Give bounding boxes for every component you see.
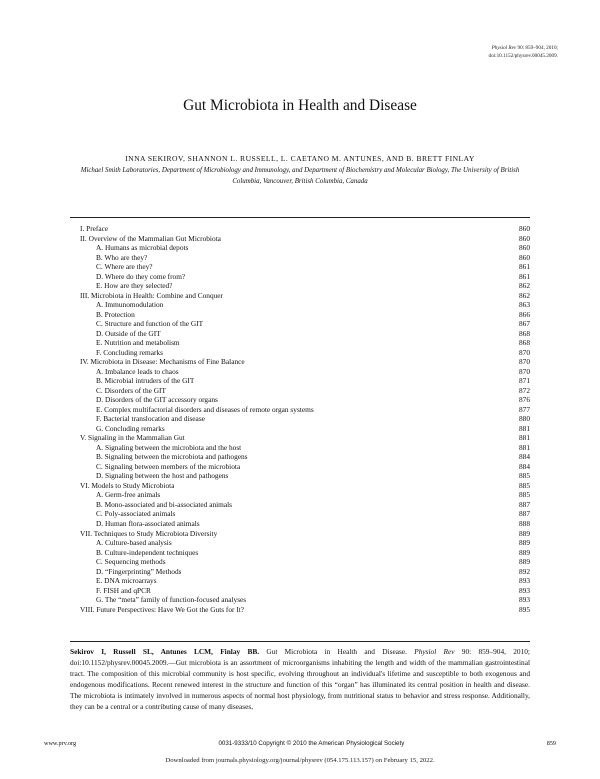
toc-entry-title: Signaling between the microbiota and pathogens	[104, 452, 248, 462]
toc-entry[interactable]	[70, 576, 530, 586]
toc-entry-label	[96, 452, 248, 462]
toc-entry-page: 868	[518, 328, 530, 338]
toc-entry-number: IV.	[80, 357, 89, 367]
toc-entry-label	[96, 509, 175, 519]
toc-entry-title: Humans as microbial depots	[104, 243, 189, 253]
citation-authors: Sekirov I, Russell SL, Antunes LCM, Finlay BB.	[70, 647, 260, 656]
toc-entry-title: Microbiota in Disease: Mechanisms of Fine Balance	[90, 357, 245, 367]
toc-entry-label	[96, 424, 165, 434]
toc-entry-label	[96, 281, 172, 291]
toc-entry[interactable]	[70, 310, 530, 320]
toc-entry-number: C.	[96, 262, 103, 272]
toc-entry-number: A.	[96, 490, 104, 500]
toc-entry-label	[96, 348, 163, 358]
toc-entry-page: 860	[518, 233, 530, 243]
toc-entry-page: 889	[518, 538, 530, 548]
toc-entry-label	[96, 338, 180, 348]
toc-entry-page: 871	[518, 376, 530, 386]
journal-doi: doi:10.1152/physrev.00045.2009.	[488, 52, 558, 59]
toc-entry[interactable]	[70, 481, 530, 491]
toc-entry[interactable]	[70, 357, 530, 367]
toc-entry-title: Techniques to Study Microbiota Diversity	[93, 528, 218, 538]
toc-entry-number: E.	[96, 576, 103, 586]
toc-entry-label	[80, 481, 174, 491]
toc-entry[interactable]	[70, 567, 530, 577]
toc-entry-title: Concluding remarks	[103, 347, 163, 357]
toc-entry-label	[96, 272, 185, 282]
toc-entry[interactable]	[70, 605, 530, 615]
toc-entry-page: 861	[518, 271, 530, 281]
toc-entry-title: Germ-free animals	[104, 490, 161, 500]
citation-title: Gut Microbiota in Health and Disease.	[259, 647, 415, 656]
toc-entry-page: 872	[518, 385, 530, 395]
toc-entry-title: The “meta” family of function-focused analyses	[104, 595, 247, 605]
toc-entry-page: 870	[518, 357, 530, 367]
toc-entry[interactable]	[70, 291, 530, 301]
table-of-contents	[70, 224, 530, 614]
toc-entry-number: G.	[96, 595, 104, 605]
toc-entry-number: F.	[96, 585, 102, 595]
toc-entry[interactable]	[70, 538, 530, 548]
toc-entry-number: A.	[96, 366, 104, 376]
toc-entry-number: G.	[96, 423, 104, 433]
toc-entry-title: Where do they come from?	[104, 271, 186, 281]
toc-entry-label	[96, 300, 163, 310]
toc-entry-label	[96, 557, 166, 567]
page-number: 859	[546, 740, 556, 747]
toc-entry[interactable]	[70, 300, 530, 310]
toc-entry[interactable]	[70, 548, 530, 558]
toc-entry-title: Structure and function of the GIT	[104, 319, 204, 329]
toc-entry-number: I.	[80, 224, 85, 233]
toc-entry-number: A.	[96, 243, 104, 253]
toc-entry-label	[96, 471, 228, 481]
toc-entry[interactable]	[70, 509, 530, 519]
toc-entry-title: Mono-associated and bi-associated animals	[104, 499, 233, 509]
toc-entry-page: 893	[518, 576, 530, 586]
toc-entry-title: Culture-independent techniques	[104, 547, 199, 557]
toc-entry-label	[96, 443, 241, 453]
toc-entry-page: 863	[518, 300, 530, 310]
page-footer	[44, 740, 556, 747]
toc-entry-page: 884	[518, 461, 530, 471]
toc-entry-title: Protection	[104, 309, 135, 319]
toc-entry-label	[96, 519, 200, 529]
toc-entry-number: E.	[96, 404, 103, 414]
toc-entry[interactable]	[70, 529, 530, 539]
toc-entry-label	[96, 253, 147, 263]
toc-entry-page: 860	[518, 243, 530, 253]
toc-entry-title: Preface	[86, 224, 109, 233]
toc-entry-title: How are they selected?	[104, 281, 173, 291]
toc-entry-number: D.	[96, 566, 104, 576]
toc-entry-label	[96, 595, 246, 605]
toc-entry-label	[96, 490, 160, 500]
toc-entry-title: Immunomodulation	[104, 300, 164, 310]
toc-entry-number: A.	[96, 538, 104, 548]
toc-entry[interactable]	[70, 500, 530, 510]
toc-entry-number: A.	[96, 442, 104, 452]
toc-entry-page: 881	[518, 423, 530, 433]
toc-entry-page: 867	[518, 319, 530, 329]
toc-entry-number: B.	[96, 376, 103, 386]
toc-entry-number: III.	[80, 290, 90, 300]
toc-entry-number: B.	[96, 452, 103, 462]
toc-entry-number: E.	[96, 281, 103, 291]
toc-entry-page: 862	[518, 290, 530, 300]
toc-entry[interactable]	[70, 433, 530, 443]
toc-entry-page: 866	[518, 309, 530, 319]
toc-entry-title: Signaling between the microbiota and the host	[104, 442, 242, 452]
toc-entry-label	[96, 586, 151, 596]
toc-entry-label	[96, 414, 205, 424]
toc-entry-page: 877	[518, 404, 530, 414]
toc-entry-label	[96, 243, 188, 253]
toc-entry[interactable]	[70, 234, 530, 244]
toc-entry-page: 885	[518, 471, 530, 481]
toc-entry-label	[96, 462, 240, 472]
toc-entry-number: A.	[96, 300, 104, 310]
abstract	[70, 647, 530, 712]
toc-entry-title: Sequencing methods	[104, 557, 166, 567]
toc-entry[interactable]	[70, 319, 530, 329]
toc-entry[interactable]	[70, 595, 530, 605]
toc-entry-page: 889	[518, 528, 530, 538]
toc-entry[interactable]	[70, 395, 530, 405]
toc-entry-page: 889	[518, 547, 530, 557]
toc-entry-label	[96, 567, 181, 577]
toc-entry[interactable]	[70, 519, 530, 529]
toc-entry-label	[96, 405, 314, 415]
toc-entry-label	[80, 357, 245, 367]
toc-entry-number: B.	[96, 499, 103, 509]
toc-entry[interactable]	[70, 243, 530, 253]
toc-entry[interactable]	[70, 262, 530, 272]
journal-reference-line1	[489, 45, 559, 53]
toc-entry[interactable]	[70, 443, 530, 453]
toc-entry[interactable]	[70, 338, 530, 348]
toc-entry-number: C.	[96, 509, 103, 519]
citation-journal: Physiol Rev	[414, 647, 455, 656]
toc-top-divider	[70, 217, 530, 218]
toc-entry-title: Disorders of the GIT	[104, 385, 166, 395]
toc-entry-page: 893	[518, 595, 530, 605]
toc-entry[interactable]	[70, 348, 530, 358]
toc-entry[interactable]	[70, 253, 530, 263]
toc-entry[interactable]	[70, 586, 530, 596]
toc-entry-title: “Fingerprinting” Methods	[104, 566, 182, 576]
author-list: INNA SEKIROV, SHANNON L. RUSSELL, L. CAETANO M. ANTUNES, AND B. BRETT FINLAY	[125, 154, 475, 163]
toc-entry-label	[96, 367, 179, 377]
toc-entry[interactable]	[70, 386, 530, 396]
toc-entry-number: D.	[96, 395, 104, 405]
toc-entry-title: Outside of the GIT	[104, 328, 161, 338]
toc-entry-title: Where are they?	[104, 262, 153, 272]
toc-entry[interactable]	[70, 490, 530, 500]
toc-entry[interactable]	[70, 224, 530, 234]
toc-entry-title: Complex multifactorial disorders and diseases of remote organ systems	[104, 404, 314, 414]
toc-entry-label	[96, 500, 232, 510]
footer-website-link[interactable]: www.prv.org	[44, 740, 77, 747]
toc-entry-number: D.	[96, 471, 104, 481]
toc-bottom-divider	[70, 641, 530, 642]
toc-entry-number: D.	[96, 518, 104, 528]
toc-entry-title: Human flora-associated animals	[104, 518, 200, 528]
toc-entry-number: VI.	[80, 480, 90, 490]
toc-entry-title: Models to Study Microbiota	[91, 480, 175, 490]
toc-entry-label	[80, 224, 108, 234]
journal-reference	[489, 45, 559, 60]
toc-entry-number: VIII.	[80, 604, 95, 614]
toc-entry[interactable]	[70, 376, 530, 386]
toc-entry-number: C.	[96, 557, 103, 567]
toc-entry-number: C.	[96, 461, 103, 471]
toc-entry-title: Microbial intruders of the GIT	[104, 376, 195, 386]
toc-entry-label	[96, 576, 157, 586]
toc-entry-number: D.	[96, 328, 104, 338]
toc-entry-title: FISH and qPCR	[103, 585, 151, 595]
toc-entry-number: F.	[96, 347, 102, 357]
toc-entry-number: VII.	[80, 528, 93, 538]
toc-entry-page: 887	[518, 509, 530, 519]
toc-entry-label	[96, 310, 135, 320]
toc-entry-page: 885	[518, 480, 530, 490]
toc-entry-number: C.	[96, 319, 103, 329]
toc-entry-title: Poly-associated animals	[104, 509, 176, 519]
toc-entry-label	[96, 319, 203, 329]
toc-entry[interactable]	[70, 557, 530, 567]
toc-entry-number: C.	[96, 385, 103, 395]
toc-entry-page: 881	[518, 442, 530, 452]
toc-entry[interactable]	[70, 424, 530, 434]
toc-entry-title: Signaling in the Mammalian Gut	[88, 433, 185, 443]
article-title: Gut Microbiota in Health and Disease	[183, 97, 417, 114]
footer-copyright: 0031-9333/10 Copyright © 2010 the American Physiological Society	[218, 740, 405, 747]
toc-entry-page: 880	[518, 414, 530, 424]
toc-entry-number: II.	[80, 233, 87, 243]
toc-entry-page: 887	[518, 499, 530, 509]
toc-entry-number: E.	[96, 338, 103, 348]
toc-entry-label	[80, 291, 223, 301]
toc-entry[interactable]	[70, 405, 530, 415]
toc-entry-label	[96, 386, 166, 396]
toc-entry-page: 860	[518, 224, 530, 233]
toc-entry-label	[96, 376, 194, 386]
toc-entry[interactable]	[70, 281, 530, 291]
toc-entry-number: B.	[96, 252, 103, 262]
toc-entry-title: DNA microarrays	[104, 576, 157, 586]
toc-entry-page: 868	[518, 338, 530, 348]
toc-entry-title: Imbalance leads to chaos	[104, 366, 179, 376]
toc-entry-number: D.	[96, 271, 104, 281]
toc-entry-title: Nutrition and metabolism	[104, 338, 180, 348]
toc-entry[interactable]	[70, 462, 530, 472]
download-note: Downloaded from journals.physiology.org/journal/physrev (054.175.113.157) on February 15, 2022.	[165, 757, 435, 764]
toc-entry-page: 892	[518, 566, 530, 576]
toc-entry-page: 893	[518, 585, 530, 595]
toc-entry[interactable]	[70, 272, 530, 282]
toc-entry-label	[96, 395, 218, 405]
toc-entry-page: 884	[518, 452, 530, 462]
toc-entry-page: 870	[518, 347, 530, 357]
toc-entry-number: V.	[80, 433, 87, 443]
toc-entry[interactable]	[70, 329, 530, 339]
toc-entry-title: Concluding remarks	[104, 423, 165, 433]
toc-entry-title: Signaling between the host and pathogens	[104, 471, 229, 481]
affiliation: Michael Smith Laboratories, Department of Microbiology and Immunology, and Department of Biochemistry and Molecular Biology, The University of British Columbia, Vancouver, British Columbia, Canada	[80, 167, 520, 185]
journal-volume-pages: 90: 859–904, 2010;	[517, 45, 558, 51]
journal-name: Physiol Rev	[491, 45, 517, 51]
toc-entry-page: 876	[518, 395, 530, 405]
toc-entry-title: Bacterial translocation and disease	[103, 414, 205, 424]
toc-entry[interactable]	[70, 414, 530, 424]
toc-entry-title: Signaling between members of the microbiota	[104, 461, 241, 471]
toc-entry[interactable]	[70, 367, 530, 377]
toc-entry-number: B.	[96, 309, 103, 319]
toc-entry[interactable]	[70, 452, 530, 462]
toc-entry-title: Future Perspectives: Have We Got the Guts for It?	[96, 604, 245, 614]
toc-entry-page: 870	[518, 366, 530, 376]
toc-entry-page: 861	[518, 262, 530, 272]
toc-entry-title: Culture-based analysis	[104, 538, 172, 548]
toc-entry-page: 862	[518, 281, 530, 291]
toc-entry-label	[80, 234, 221, 244]
toc-entry-page: 881	[518, 433, 530, 443]
toc-entry-label	[96, 548, 198, 558]
toc-entry-page: 895	[518, 604, 530, 614]
toc-entry-label	[80, 433, 185, 443]
toc-entry-label	[80, 605, 244, 615]
toc-entry-title: Microbiota in Health: Combine and Conquer	[91, 290, 223, 300]
toc-entry-label	[96, 538, 172, 548]
toc-entry-label	[96, 262, 153, 272]
toc-entry-title: Overview of the Mammalian Gut Microbiota	[88, 233, 221, 243]
toc-entry-page: 889	[518, 557, 530, 567]
toc-entry-label	[96, 329, 161, 339]
toc-entry-title: Who are they?	[104, 252, 148, 262]
toc-entry-number: F.	[96, 414, 102, 424]
toc-entry-page: 888	[518, 518, 530, 528]
toc-entry-label	[80, 529, 217, 539]
toc-entry-title: Disorders of the GIT accessory organs	[104, 395, 218, 405]
abstract-body: 90: 859–904, 2010; doi:10.1152/physrev.00045.2009.—Gut microbiota is an assortment of microorganisms inhabiting the length and width of the mammalian gastrointestinal tract. The composition of this microbial community is host specific, evolving throughout an individual's lifetime and susceptible to both exogenous and endogenous modifications. Recent renewed interest in the structure and function of this “organ” has illuminated its central position in health and disease. The microbiota is intimately involved in numerous aspects of normal host physiology, from nutritional status to behavior and stress response. Additionally, they can be a central or a contributing cause of many diseases,	[70, 647, 530, 711]
toc-entry-page: 885	[518, 490, 530, 500]
toc-entry[interactable]	[70, 471, 530, 481]
toc-entry-number: B.	[96, 547, 103, 557]
toc-entry-page: 860	[518, 252, 530, 262]
